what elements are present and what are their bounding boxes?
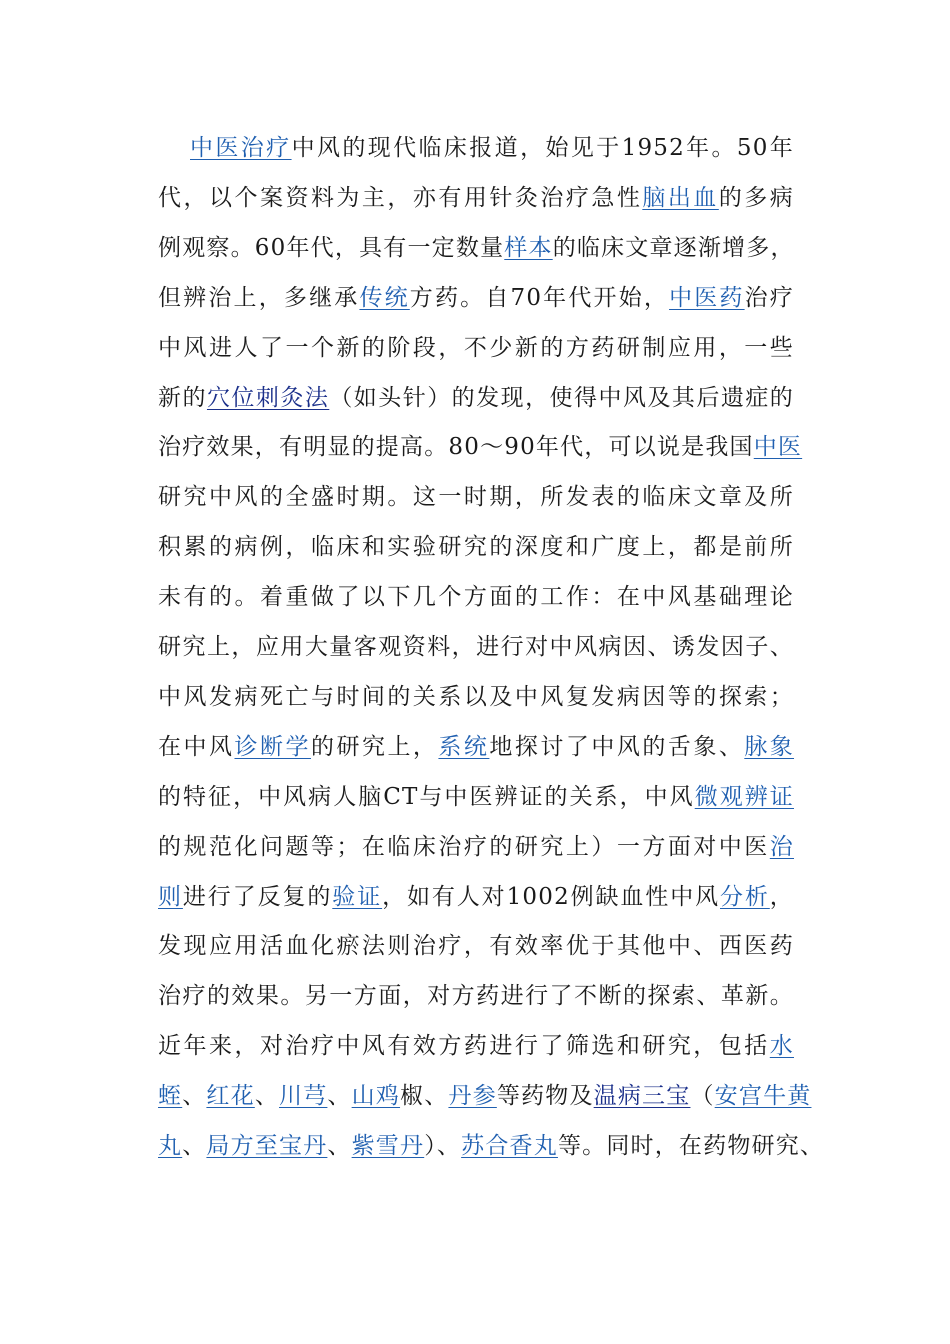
term-link[interactable]: 脉象: [744, 734, 795, 760]
term-link[interactable]: 川芎: [279, 1083, 328, 1109]
text-segment: 在中风: [158, 734, 235, 760]
text-segment: 、: [182, 1133, 207, 1159]
text-line: [158, 579, 794, 615]
text-line: [158, 429, 803, 465]
text-line: [190, 130, 794, 166]
text-line: [158, 230, 794, 266]
text-line: [158, 529, 794, 565]
text-segment: 研究上，应用大量客观资料，进行对中风病因、诱发因子、: [158, 634, 794, 660]
term-link[interactable]: 穴位刺灸法: [206, 385, 330, 411]
text-line: [158, 779, 794, 815]
text-segment: 代，以个案资料为主，亦有用针灸治疗急性: [158, 185, 643, 211]
text-segment: 未有的。着重做了以下几个方面的工作：在中风基础理论: [158, 584, 794, 610]
term-link[interactable]: 中医治疗: [190, 135, 292, 161]
text-line: [158, 928, 794, 964]
text-segment: ，: [769, 884, 794, 910]
term-link[interactable]: 局方至宝丹: [206, 1133, 328, 1159]
term-link[interactable]: 验证: [332, 884, 383, 910]
term-link[interactable]: 样本: [504, 235, 553, 261]
text-segment: 中风发病死亡与时间的关系以及中风复发病因等的探索；: [158, 684, 794, 710]
term-link[interactable]: 山鸡: [351, 1083, 401, 1109]
term-link[interactable]: 苏合香丸: [461, 1133, 558, 1159]
text-segment: 等。同时，在药物研究、: [557, 1133, 825, 1159]
term-link[interactable]: 系统: [438, 734, 490, 760]
text-segment: 研究中风的全盛时期。这一时期，所发表的临床文章及所: [158, 484, 794, 510]
text-segment: ）、: [424, 1133, 462, 1159]
text-line: [158, 978, 794, 1014]
term-link[interactable]: 安宫牛黄: [714, 1083, 812, 1109]
term-link[interactable]: 紫雪丹: [351, 1133, 425, 1159]
text-segment: 地探讨了中风的舌象、: [489, 734, 745, 760]
term-link[interactable]: 传统: [359, 285, 410, 311]
text-segment: 、: [254, 1083, 280, 1109]
text-segment: 等药物及: [496, 1083, 594, 1109]
text-line: [158, 879, 794, 915]
text-line: [158, 330, 794, 366]
text-segment: 例观察。60年代，具有一定数量: [158, 235, 505, 261]
text-segment: ，如有人对1002例缺血性中风: [382, 884, 720, 910]
text-segment: 的研究上，: [310, 734, 439, 760]
term-link[interactable]: 脑出血: [642, 185, 719, 211]
text-line: [158, 380, 794, 416]
text-segment: 近年来，对治疗中风有效方药进行了筛选和研究，包括: [158, 1033, 770, 1059]
text-line: [158, 629, 794, 665]
text-segment: （如头针）的发现，使得中风及其后遗症的: [329, 385, 794, 411]
text-segment: 方药。自70年代开始，: [409, 285, 670, 311]
text-segment: 椒、: [400, 1083, 449, 1109]
text-segment: 、: [327, 1083, 352, 1109]
text-line: [158, 1128, 824, 1164]
text-segment: 治疗效果，有明显的提高。80～90年代，可以说是我国: [158, 434, 754, 460]
term-link[interactable]: 丸: [158, 1133, 183, 1159]
text-segment: 治疗的效果。另一方面，对方药进行了不断的探索、革新。: [158, 983, 794, 1009]
text-segment: 进行了反复的: [182, 884, 333, 910]
term-link[interactable]: 水: [769, 1033, 794, 1059]
text-segment: 发现应用活血化瘀法则治疗，有效率优于其他中、西医药: [158, 933, 794, 959]
text-segment: 的规范化问题等；在临床治疗的研究上）一方面对中医: [158, 834, 770, 860]
text-segment: 中风的现代临床报道，始见于1952年。50年: [291, 135, 794, 161]
text-line: [158, 729, 794, 765]
term-link[interactable]: 诊断学: [234, 734, 311, 760]
text-segment: 新的: [158, 385, 207, 411]
term-link[interactable]: 中医: [753, 434, 803, 460]
text-line: [158, 679, 794, 715]
term-link[interactable]: 温病三宝: [593, 1083, 691, 1109]
text-segment: 中风进人了一个新的阶段，不少新的方药研制应用，一些: [158, 335, 794, 361]
text-line: [158, 479, 794, 515]
term-link[interactable]: 蛭: [158, 1083, 183, 1109]
text-line: [158, 280, 794, 316]
term-link[interactable]: 微观辨证: [694, 784, 794, 810]
term-link[interactable]: 治: [769, 834, 794, 860]
term-link[interactable]: 丹参: [448, 1083, 497, 1109]
text-segment: 的特征，中风病人脑CT与中医辨证的关系，中风: [158, 784, 695, 810]
term-link[interactable]: 中医药: [669, 285, 745, 311]
text-segment: 、: [182, 1083, 207, 1109]
term-link[interactable]: 分析: [720, 884, 770, 910]
text-line: [158, 829, 794, 865]
term-link[interactable]: 则: [158, 884, 183, 910]
term-link[interactable]: 红花: [206, 1083, 255, 1109]
text-segment: 治疗: [744, 285, 794, 311]
text-segment: 积累的病例，临床和实验研究的深度和广度上，都是前所: [158, 534, 794, 560]
text-segment: 但辨治上，多继承: [158, 285, 360, 311]
text-segment: 的多病: [718, 185, 794, 211]
text-segment: （: [690, 1083, 715, 1109]
text-line: [158, 1028, 794, 1064]
text-segment: 、: [327, 1133, 352, 1159]
text-line: [158, 1078, 812, 1114]
text-segment: 的临床文章逐渐增多，: [552, 235, 795, 261]
text-line: [158, 180, 794, 216]
